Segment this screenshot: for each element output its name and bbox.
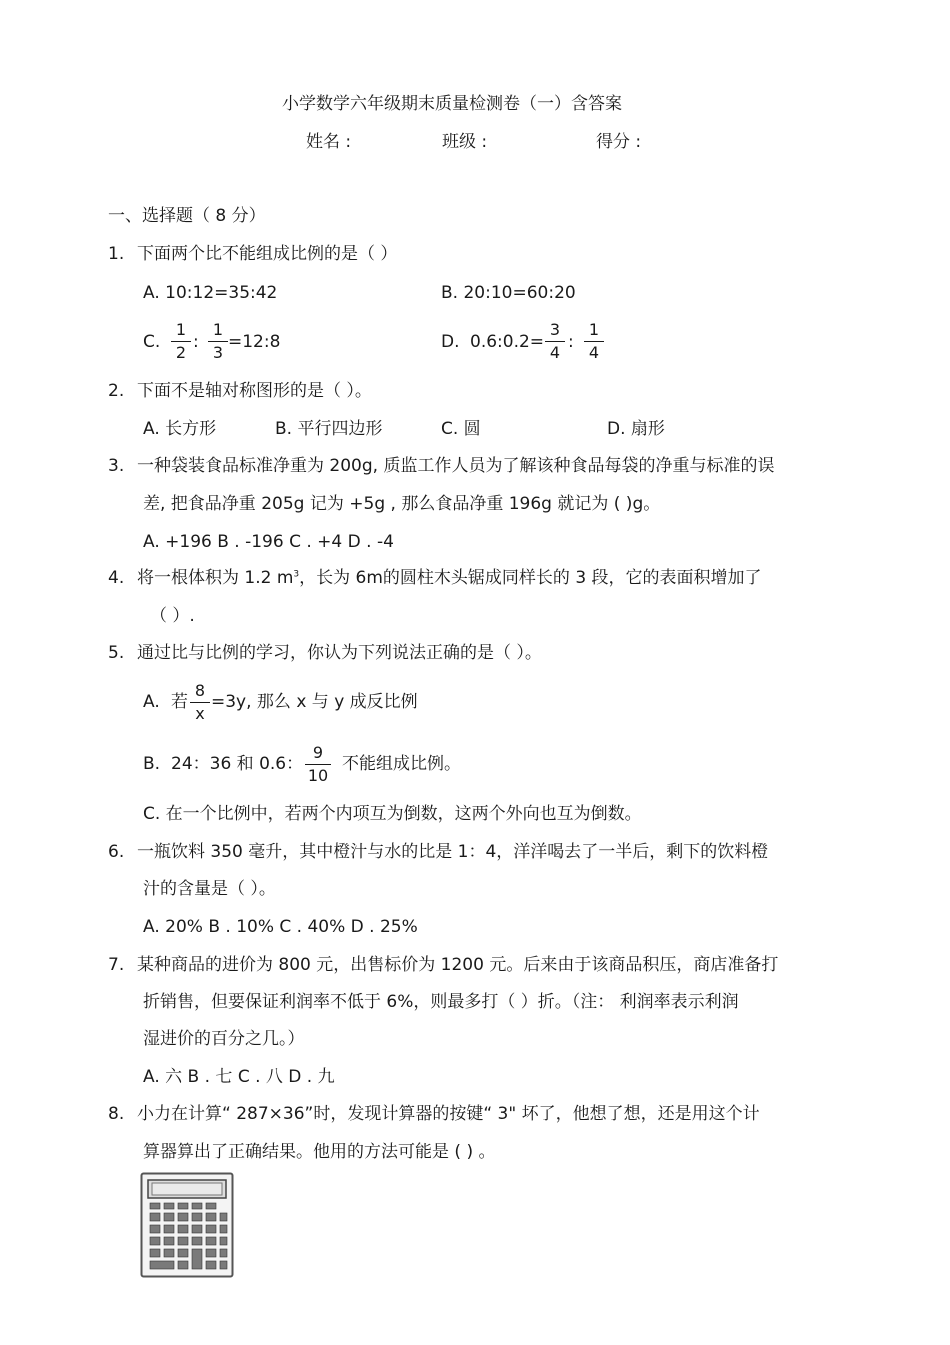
option-d-prefix: 0.6:0.2=: [470, 332, 545, 352]
denominator: 4: [588, 343, 600, 363]
question-number: 4.: [108, 568, 125, 588]
colon: :: [568, 332, 574, 352]
option-c-tail: =12:8: [228, 332, 281, 352]
denominator: 10: [307, 766, 329, 786]
name-label: 姓名 :: [306, 132, 352, 152]
options: A. 20% B . 10% C . 40% D . 25%: [143, 917, 418, 937]
options: A. 六 B . 七 C . 八 D . 九: [143, 1067, 335, 1087]
question-line: 差, 把食品净重 205g 记为 +5g , 那么食品净重 196g 就记为 ( )g。: [143, 494, 661, 514]
option-c: C. 圆: [441, 419, 481, 439]
option-b-text: 不能组成比例。: [342, 754, 461, 774]
question-line: 算器算出了正确结果。他用的方法可能是 ( ) 。: [143, 1142, 496, 1162]
question-stem: 下面不是轴对称图形的是（ ）。: [137, 381, 372, 401]
option-a-label: A.: [143, 692, 160, 712]
question-line: （ ）.: [150, 606, 195, 626]
fraction: [305, 745, 331, 784]
fraction: [545, 322, 565, 361]
numerator: 1: [175, 320, 187, 339]
page-title: 小学数学六年级期末质量检测卷（一）含答案: [282, 94, 622, 114]
fraction: [190, 683, 210, 722]
fraction: [171, 322, 191, 361]
question-number: 5.: [108, 643, 125, 663]
numerator: 1: [588, 320, 600, 339]
option-a-prefix: 若: [171, 692, 188, 712]
question-line: 汁的含量是（ ）。: [143, 879, 276, 899]
question-line: 某种商品的进价为 800 元，出售标价为 1200 元。后来由于该商品积压，商店准备打: [137, 955, 779, 975]
question-text: ，长为 6m的圆柱木头锯成同样长的 3 段，它的表面积增加了: [299, 568, 762, 588]
question-number: 2.: [108, 381, 125, 401]
denominator: 3: [212, 343, 224, 363]
question-number: 6.: [108, 842, 125, 862]
option-d-label: D.: [441, 332, 460, 352]
question-line: 湿进价的百分之几。）: [143, 1029, 305, 1049]
option-b: B. 平行四边形: [275, 419, 383, 439]
question-number: 7.: [108, 955, 125, 975]
numerator: 9: [312, 743, 324, 762]
question-number: 3.: [108, 456, 125, 476]
option-c: C. 在一个比例中，若两个内项互为倒数，这两个外向也互为倒数。: [143, 804, 642, 824]
class-label: 班级 :: [442, 132, 488, 152]
colon: :: [193, 332, 199, 352]
fraction: [584, 322, 604, 361]
question-line: 一瓶饮料 350 毫升，其中橙汁与水的比是 1：4，洋洋喝去了一半后，剩下的饮料橙: [137, 842, 769, 862]
option-a: A. 10:12=35:42: [143, 283, 278, 303]
question-line: [137, 570, 762, 587]
option-b: B. 20:10=60:20: [441, 283, 576, 303]
denominator: 4: [549, 343, 561, 363]
fraction: [208, 322, 228, 361]
cube-superscript: 3: [293, 569, 300, 580]
question-line: 一种袋装食品标准净重为 200g, 质监工作人员为了解该种食品每袋的净重与标准的误: [137, 456, 775, 476]
numerator: 3: [549, 320, 561, 339]
question-stem: 通过比与比例的学习，你认为下列说法正确的是（ ）。: [137, 643, 542, 663]
option-d: D. 扇形: [607, 419, 665, 439]
option-a-text: =3y, 那么 x 与 y 成反比例: [211, 692, 418, 712]
denominator: x: [195, 704, 205, 724]
option-b-label: B.: [143, 754, 161, 774]
question-line: 折销售，但要保证利润率不低于 6%，则最多打（ ）折。（注： 利润率表示利润: [143, 992, 739, 1012]
question-line: 小力在计算“ 287×36”时，发现计算器的按键“ 3" 坏了，他想了想，还是用这个计: [137, 1104, 760, 1124]
numerator: 8: [194, 681, 206, 700]
volume-text: 将一根体积为 1.2 m: [137, 568, 294, 588]
section-heading: 一、选择题（ 8 分）: [108, 206, 266, 226]
option-a: A. 长方形: [143, 419, 217, 439]
question-number: 1.: [108, 244, 125, 264]
denominator: 2: [175, 343, 187, 363]
numerator: 1: [212, 320, 224, 339]
calculator-icon: [140, 1172, 234, 1278]
score-label: 得分 :: [596, 132, 642, 152]
option-c-label: C.: [143, 332, 161, 352]
question-number: 8.: [108, 1104, 125, 1124]
options: A. +196 B . -196 C . +4 D . -4: [143, 532, 394, 552]
question-stem: 下面两个比不能组成比例的是（ ）: [137, 244, 398, 264]
option-b-prefix: 24：36 和 0.6：: [171, 754, 304, 774]
